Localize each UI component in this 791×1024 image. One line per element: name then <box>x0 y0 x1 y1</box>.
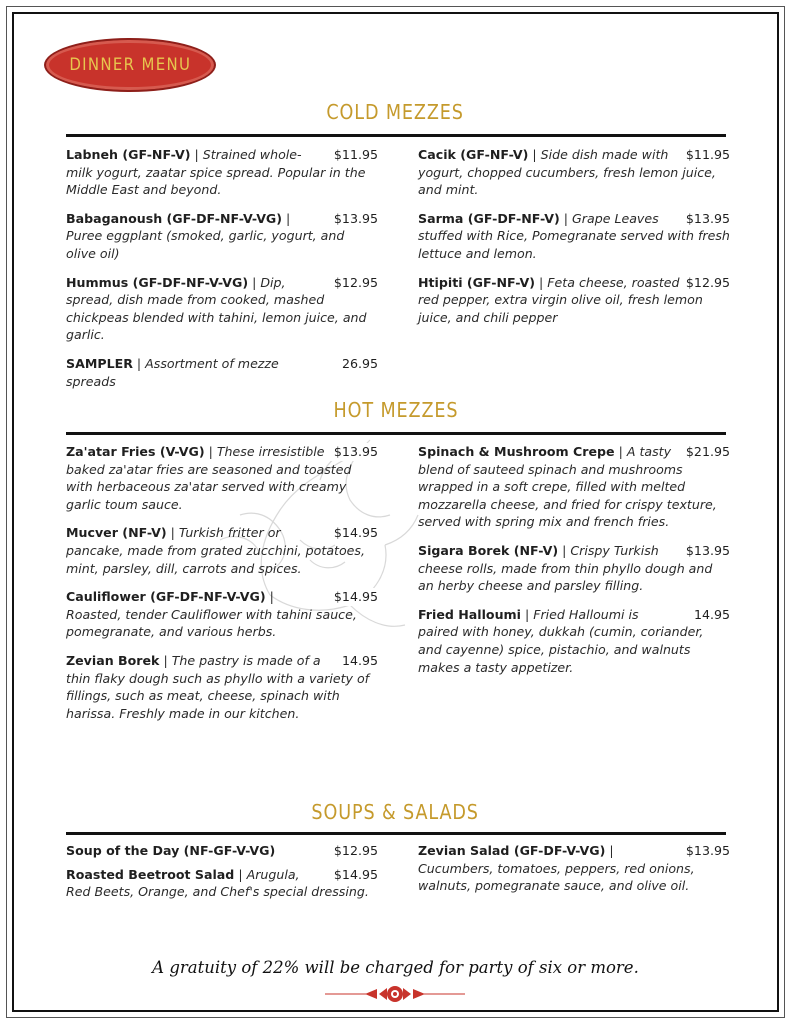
item-name: Zevian Borek <box>66 652 160 668</box>
item-description: Cucumbers, tomatoes, peppers, red onions, walnuts, pomegranate sauce, and olive oil. <box>418 860 695 894</box>
item-price: $13.95 <box>682 542 730 560</box>
cold-mezzes-left-column <box>66 146 378 401</box>
item-description: Crispy Turkish cheese rolls, made from thin phyllo dough and an herby cheese and parsley filling. <box>418 542 713 594</box>
hot-mezzes-right-column <box>418 443 730 687</box>
menu-item: $13.95 Zevian Salad (GF-DF-V-VG) | Cucumbers, tomatoes, peppers, red onions, walnuts, pomegranate sauce, and olive oil. <box>418 843 730 894</box>
dinner-menu-badge <box>44 38 216 92</box>
item-price: $12.95 <box>682 274 730 292</box>
item-price: $13.95 <box>682 210 730 228</box>
section-rule-cold <box>66 134 726 137</box>
section-title-cold-mezzes: COLD MEZZES <box>326 100 465 124</box>
item-name: Labneh (GF-NF-V) <box>66 147 191 162</box>
item-price: $14.95 <box>330 524 378 542</box>
menu-item: 26.95 SAMPLER | Assortment of mezze spreads <box>66 355 378 389</box>
item-name: Spinach & Mushroom Crepe <box>418 444 615 459</box>
item-name: Sigara Borek (NF-V) <box>418 542 559 558</box>
item-description: Feta cheese, roasted red pepper, extra virgin olive oil, fresh lemon juice, and chili pepper <box>418 274 703 325</box>
item-name: Sarma (GF-DF-NF-V) <box>418 210 560 226</box>
item-description: Arugula, Red Beets, Orange, and Chef's special dressing. <box>66 866 369 900</box>
item-name: Hummus (GF-DF-NF-V-VG) <box>66 274 249 290</box>
soups-salads-left-column <box>66 842 378 912</box>
item-name: Roasted Beetroot Salad <box>66 866 235 882</box>
menu-item: $13.95 Za'atar Fries (V-VG) | These irresistible baked za'atar fries are seasoned and toasted with herbaceous za'atar served with creamy garlic toum sauce. <box>66 444 378 512</box>
item-name: Cacik (GF-NF-V) <box>418 147 529 162</box>
hot-mezzes-left-column <box>66 443 378 733</box>
item-price: $21.95 <box>682 443 730 461</box>
item-price: $14.95 <box>330 866 378 884</box>
menu-item: $11.95 Cacik (GF-NF-V) | Side dish made with yogurt, chopped cucumbers, fresh lemon juice, and mint. <box>418 147 730 198</box>
item-description: Dip, spread, dish made from cooked, mashed chickpeas blended with tahini, lemon juice, and garlic. <box>66 274 367 343</box>
item-description: The pastry is made of a thin flaky dough such as phyllo with a variety of fillings, such as meat, cheese, spinach with harissa. Freshly made in our kitchen. <box>66 652 370 721</box>
item-price: 14.95 <box>690 606 730 624</box>
item-price: 26.95 <box>338 355 378 373</box>
menu-item: 14.95 Zevian Borek | The pastry is made of a thin flaky dough such as phyllo with a variety of fillings, such as meat, cheese, spinach with harissa. Freshly made in our kitchen. <box>66 652 378 721</box>
item-price: $11.95 <box>330 146 378 164</box>
gratuity-note: A gratuity of 22% will be charged for party of six or more. <box>152 958 639 977</box>
item-description: Grape Leaves stuffed with Rice, Pomegranate served with fresh lettuce and lemon. <box>418 210 730 261</box>
menu-item: $13.95 Sigara Borek (NF-V) | Crispy Turkish cheese rolls, made from thin phyllo dough and an herby cheese and parsley filling. <box>418 542 730 594</box>
item-description: Puree eggplant (smoked, garlic, yogurt, and olive oil) <box>66 228 345 261</box>
section-rule-hot <box>66 432 726 435</box>
menu-item: $12.95 Htipiti (GF-NF-V) | Feta cheese, roasted red pepper, extra virgin olive oil, fresh lemon juice, and chili pepper <box>418 274 730 325</box>
item-price: $14.95 <box>330 588 378 606</box>
item-price: 14.95 <box>338 652 378 670</box>
menu-item: $14.95 Roasted Beetroot Salad | Arugula, Red Beets, Orange, and Chef's special dressing. <box>66 866 378 900</box>
item-price: $13.95 <box>330 210 378 228</box>
item-description: Fried Halloumi is paired with honey, dukkah (cumin, coriander, and cayenne) spice, pistachio, and walnuts makes a tasty appetizer. <box>418 606 704 675</box>
item-description: A tasty blend of sauteed spinach and mushrooms wrapped in a soft crepe, filled with melted mozzarella cheese, and fried for crispy texture, served with spring mix and french fries. <box>418 444 717 530</box>
item-price: $12.95 <box>330 842 378 860</box>
section-rule-soups <box>66 832 726 835</box>
menu-item: $11.95 Labneh (GF-NF-V) | Strained whole-milk yogurt, zaatar spice spread. Popular in the Middle East and beyond. <box>66 147 378 198</box>
cold-mezzes-right-column <box>418 146 730 337</box>
item-name: Htipiti (GF-NF-V) <box>418 274 536 290</box>
item-description: Strained whole-milk yogurt, zaatar spice spread. Popular in the Middle East and beyond. <box>66 147 366 198</box>
item-description: Turkish fritter or pancake, made from grated zucchini, potatoes, mint, parsley, dill, carrots and spices. <box>66 525 365 576</box>
soups-salads-right-column <box>418 842 730 906</box>
item-name: Soup of the Day (NF-GF-V-VG) <box>66 843 276 858</box>
item-name: Za'atar Fries (V-VG) <box>66 444 205 459</box>
menu-item: $14.95 Cauliflower (GF-DF-NF-V-VG) | Roasted, tender Cauliflower with tahini sauce, pomegranate, and various herbs. <box>66 589 378 640</box>
item-name: Mucver (NF-V) <box>66 525 167 541</box>
item-description: These irresistible baked za'atar fries are seasoned and toasted with herbaceous za'atar served with creamy garlic toum sauce. <box>66 444 352 512</box>
item-price: $11.95 <box>682 146 730 164</box>
item-name: Fried Halloumi <box>418 606 521 622</box>
menu-item: $14.95 Mucver (NF-V) | Turkish fritter or pancake, made from grated zucchini, potatoes, mint, parsley, dill, carrots and spices. <box>66 525 378 576</box>
item-name: Cauliflower (GF-DF-NF-V-VG) <box>66 589 266 605</box>
item-price: $13.95 <box>682 842 730 860</box>
badge-label: DINNER MENU <box>69 55 191 75</box>
item-name: SAMPLER <box>66 355 133 371</box>
item-price: $12.95 <box>330 274 378 292</box>
item-price: $13.95 <box>330 443 378 461</box>
item-name: Zevian Salad (GF-DF-V-VG) <box>418 843 606 858</box>
item-description: Assortment of mezze spreads <box>66 355 279 389</box>
item-description: Roasted, tender Cauliflower with tahini sauce, pomegranate, and various herbs. <box>66 606 357 640</box>
menu-item: $21.95 Spinach & Mushroom Crepe | A tasty blend of sauteed spinach and mushrooms wrapped in a soft crepe, filled with melted mozzarella cheese, and fried for crispy texture, served with spring mix and french fries. <box>418 444 730 530</box>
menu-item: 14.95 Fried Halloumi | Fried Halloumi is paired with honey, dukkah (cumin, coriander, and cayenne) spice, pistachio, and walnuts makes a tasty appetizer. <box>418 606 730 675</box>
footer-ornament <box>325 985 465 1003</box>
menu-item <box>66 842 378 860</box>
section-title-hot-mezzes: HOT MEZZES <box>333 398 458 422</box>
menu-item: $12.95 Hummus (GF-DF-NF-V-VG) | Dip, spread, dish made from cooked, mashed chickpeas blended with tahini, lemon juice, and garlic. <box>66 274 378 343</box>
item-name: Babaganoush (GF-DF-NF-V-VG) <box>66 210 283 226</box>
section-title-soups-salads: SOUPS & SALADS <box>311 800 480 824</box>
menu-item: $13.95 Babaganoush (GF-DF-NF-V-VG) | Puree eggplant (smoked, garlic, yogurt, and olive oil) <box>66 210 378 261</box>
item-description: Side dish made with yogurt, chopped cucumbers, fresh lemon juice, and mint. <box>418 147 716 198</box>
menu-item: $13.95 Sarma (GF-DF-NF-V) | Grape Leaves stuffed with Rice, Pomegranate served with fresh lettuce and lemon. <box>418 210 730 261</box>
